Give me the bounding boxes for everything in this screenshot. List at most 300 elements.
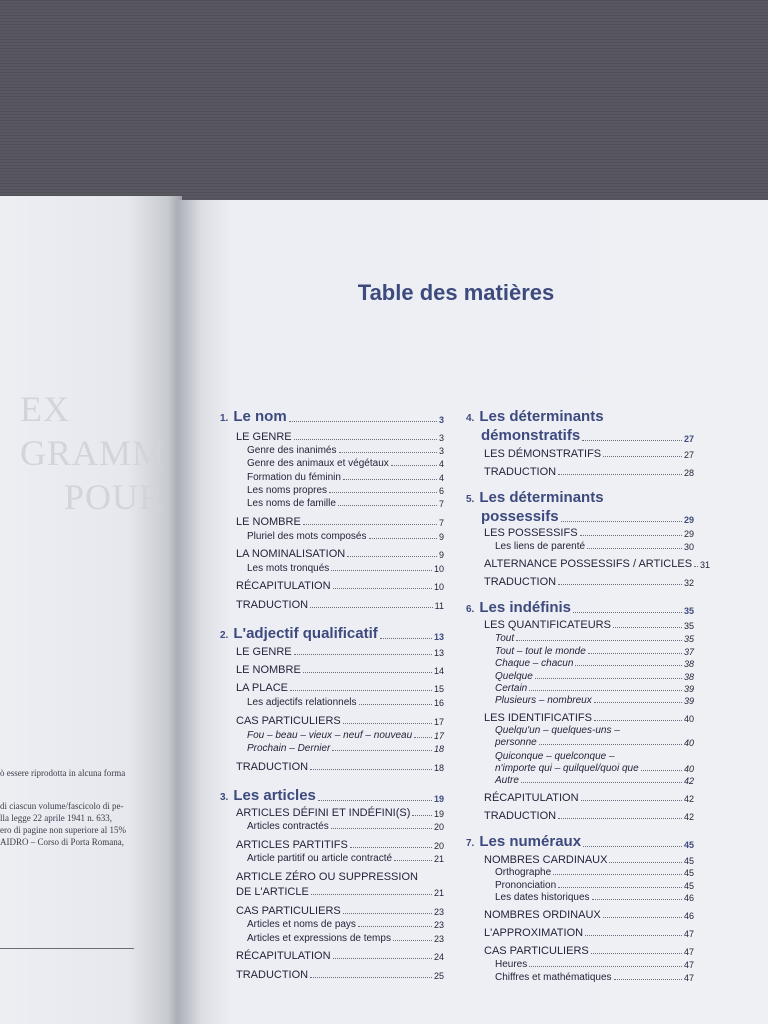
leader-dots <box>331 570 432 571</box>
page-number: 28 <box>683 468 694 478</box>
toc-section <box>236 760 444 773</box>
leader-dots <box>294 654 432 655</box>
leader-dots <box>694 566 698 567</box>
page-number: 19 <box>433 794 444 804</box>
toc-subsection <box>247 457 444 469</box>
toc-entry-label <box>495 775 519 786</box>
toc-section <box>484 809 694 822</box>
toc-entry-label <box>236 715 341 727</box>
toc-section <box>236 885 444 898</box>
page-number: 13 <box>433 648 444 658</box>
toc-entry-text: Orthographe <box>495 867 552 878</box>
toc-section <box>236 547 444 560</box>
toc-entry-label <box>495 737 537 748</box>
leader-dots <box>338 505 437 506</box>
chapter-number: 4. <box>466 413 475 424</box>
page-number: 31 <box>700 560 711 570</box>
toc-entry-text: DE L'ARTICLE <box>236 886 309 898</box>
toc-entry-label <box>236 950 331 962</box>
page-number: 3 <box>438 446 444 456</box>
toc-subsection <box>495 694 694 706</box>
toc-entry-label <box>247 821 329 832</box>
toc-entry-label <box>484 448 601 460</box>
toc-entry-label <box>495 695 592 706</box>
chapter-number: 5. <box>466 494 475 505</box>
left-note-line: ò essere riprodotta in alcuna forma <box>0 768 126 778</box>
toc-chapter <box>466 486 694 506</box>
leader-dots <box>594 720 682 721</box>
leader-dots <box>529 966 682 967</box>
toc-entry-text: Les déterminants <box>479 489 604 506</box>
leader-dots <box>333 958 432 959</box>
toc-entry-text: ALTERNANCE POSSESSIFS / ARTICLES <box>484 558 693 570</box>
leader-dots <box>310 769 432 770</box>
toc-entry-label <box>484 576 556 588</box>
leader-dots <box>553 874 682 875</box>
toc-entry-text: RÉCAPITULATION <box>236 950 331 962</box>
leader-dots <box>303 672 432 673</box>
toc-entry-text: ARTICLE ZÉRO OU SUPPRESSION <box>236 871 418 883</box>
toc-subsection <box>495 879 694 891</box>
toc-entry-label <box>247 445 337 456</box>
toc-section <box>484 526 694 539</box>
leader-dots <box>613 627 682 628</box>
toc-entry-label <box>495 867 551 878</box>
toc-section <box>484 575 694 588</box>
toc-subsection <box>495 774 694 786</box>
toc-entry-label <box>220 408 287 425</box>
toc-section <box>484 711 694 724</box>
toc-entry-label <box>484 558 692 570</box>
left-ghost-line: GRAMM <box>20 433 166 473</box>
page-number: 4 <box>438 459 444 469</box>
toc-entry-text: personne <box>495 737 537 748</box>
left-note-line: di ciascun volume/fascicolo di pe- <box>0 801 124 811</box>
leader-dots <box>535 678 682 679</box>
toc-entry-text: LE GENRE <box>236 646 292 658</box>
toc-entry-label <box>220 625 378 642</box>
leader-dots <box>516 640 682 641</box>
toc-entry-text: Genre des animaux et végétaux <box>247 458 389 469</box>
toc-entry-text: LES DÉMONSTRATIFS <box>484 448 602 460</box>
left-page-rule <box>0 948 134 949</box>
leader-dots <box>529 690 682 691</box>
toc-subsection <box>247 484 444 496</box>
page-number: 37 <box>683 647 694 657</box>
toc-entry-text: NOMBRES ORDINAUX <box>484 909 601 921</box>
left-page <box>0 196 182 1024</box>
toc-entry-text: CAS PARTICULIERS <box>236 905 341 917</box>
page-number: 47 <box>683 947 694 957</box>
toc-entry-text: RÉCAPITULATION <box>484 792 579 804</box>
toc-entry-label <box>236 516 301 528</box>
toc-entry-label <box>236 969 308 981</box>
toc-section <box>236 515 444 528</box>
toc-subsection <box>247 471 444 483</box>
toc-entry-label <box>247 730 412 741</box>
toc-entry-label <box>466 599 571 616</box>
toc-entry-label <box>484 466 556 478</box>
toc-entry-text: possessifs <box>481 508 559 525</box>
page-number: 40 <box>683 764 694 774</box>
leader-dots <box>414 737 432 738</box>
page-number: 32 <box>683 578 694 588</box>
toc-entry-label <box>495 959 527 970</box>
toc-subsection <box>247 497 444 509</box>
page-number: 39 <box>683 696 694 706</box>
toc-entry-label <box>495 646 586 657</box>
leader-dots <box>558 584 682 585</box>
toc-entry-text: Les liens de parenté <box>495 541 586 552</box>
leader-dots <box>350 847 432 848</box>
toc-entry-label <box>220 787 316 804</box>
toc-entry-text: Formation du féminin <box>247 472 341 483</box>
toc-entry-text: Articles contractés <box>247 821 329 832</box>
leader-dots <box>343 913 432 914</box>
page-number: 23 <box>433 907 444 917</box>
page-title: Table des matières <box>357 280 555 305</box>
page-number: 21 <box>433 888 444 898</box>
leader-dots <box>592 899 682 900</box>
leader-dots <box>394 860 432 861</box>
toc-entry-label <box>495 633 514 644</box>
toc-entry-text: Tout <box>495 633 515 644</box>
page-number: 16 <box>433 698 444 708</box>
toc-entry-label <box>484 619 611 631</box>
toc-entry-label <box>236 682 288 694</box>
toc-section <box>236 663 444 676</box>
toc-section <box>484 465 694 478</box>
toc-entry-text: Quelque <box>495 671 533 682</box>
page-number: 7 <box>438 518 444 528</box>
toc-entry-text: TRADUCTION <box>236 969 309 981</box>
page-number: 40 <box>683 714 694 724</box>
leader-dots <box>290 690 432 691</box>
toc-section <box>484 791 694 804</box>
toc-entry-text: Prononciation <box>495 880 557 891</box>
toc-subsection <box>247 444 444 456</box>
toc-entry-label <box>484 792 579 804</box>
toc-entry-text: Articles et noms de pays <box>247 919 356 930</box>
toc-entry-label <box>247 697 357 708</box>
chapter-number: 3. <box>220 792 229 803</box>
toc-entry-label <box>236 761 308 773</box>
leader-dots <box>303 524 437 525</box>
toc-entry-text: Les numéraux <box>479 833 582 850</box>
leader-dots <box>521 782 682 783</box>
leader-dots <box>558 887 682 888</box>
toc-entry-label <box>236 664 301 676</box>
leader-dots <box>333 588 432 589</box>
leader-dots <box>412 815 432 816</box>
toc-entry-text: TRADUCTION <box>236 761 309 773</box>
toc-subsection <box>495 750 694 762</box>
toc-subsection <box>247 742 444 754</box>
toc-entry-label <box>236 646 292 658</box>
leader-dots <box>359 704 432 705</box>
page-number: 45 <box>683 881 694 891</box>
toc-entry-label <box>495 683 527 694</box>
toc-entry-text: démonstratifs <box>481 427 581 444</box>
toc-entry-text: Articles et expressions de temps <box>247 933 391 944</box>
toc-section <box>236 838 444 851</box>
leader-dots <box>573 612 682 613</box>
toc-entry-text: Chiffres et mathématiques <box>495 972 612 983</box>
toc-entry-text: LE GENRE <box>236 431 292 443</box>
toc-section <box>236 714 444 727</box>
toc-entry-label <box>247 458 389 469</box>
toc-entry-text: Tout – tout le monde <box>495 646 586 657</box>
leader-dots <box>329 492 437 493</box>
leader-dots <box>539 744 682 745</box>
toc-entry-label <box>247 531 367 542</box>
toc-entry-label <box>495 658 573 669</box>
toc-entry-label <box>466 408 604 425</box>
page-number: 14 <box>433 666 444 676</box>
toc-entry-text: ARTICLES DÉFINI ET INDÉFINI(S) <box>236 807 411 819</box>
toc-entry-label <box>236 580 331 592</box>
page-number: 35 <box>683 606 694 616</box>
leader-dots <box>289 421 437 422</box>
page-number: 19 <box>433 809 444 819</box>
leader-dots <box>591 953 682 954</box>
page-number: 42 <box>683 776 694 786</box>
toc-section <box>236 430 444 443</box>
toc-entry-label <box>247 919 356 930</box>
toc-entry-label <box>466 489 604 506</box>
toc-subsection <box>247 696 444 708</box>
page-number: 35 <box>683 634 694 644</box>
leader-dots <box>358 926 432 927</box>
page-number: 45 <box>683 840 694 850</box>
toc-entry-text: Chaque – chacun <box>495 658 574 669</box>
toc-section <box>484 944 694 957</box>
toc-entry-label <box>247 563 329 574</box>
toc-entry-label <box>495 880 556 891</box>
toc-subsection <box>495 645 694 657</box>
toc-entry-label <box>247 933 391 944</box>
toc-entry-label <box>247 485 327 496</box>
leader-dots <box>609 862 682 863</box>
toc-subsection <box>495 736 694 748</box>
page-number: 38 <box>683 672 694 682</box>
toc-subsection <box>247 918 444 930</box>
toc-entry-text: Fou – beau – vieux – neuf – nouveau <box>247 730 413 741</box>
toc-entry-label <box>247 743 330 754</box>
toc-entry-text: Prochain – Dernier <box>247 743 331 754</box>
toc-entry-label <box>247 498 336 509</box>
toc-entry-text: n'importe qui – quilquel/quoi que <box>495 763 639 774</box>
toc-entry-label <box>484 927 583 939</box>
toc-section <box>236 806 444 819</box>
toc-entry-label <box>495 972 612 983</box>
leader-dots <box>575 665 682 666</box>
leader-dots <box>347 556 437 557</box>
toc-entry-label <box>236 886 309 898</box>
toc-entry-label <box>495 541 585 552</box>
toc-section <box>236 579 444 592</box>
toc-subsection <box>495 724 694 736</box>
page-number: 9 <box>438 550 444 560</box>
toc-section <box>484 908 694 921</box>
page-number: 38 <box>683 659 694 669</box>
page-number: 4 <box>438 473 444 483</box>
toc-entry-label <box>236 599 308 611</box>
toc-entry-label <box>236 871 418 883</box>
toc-entry-label <box>495 892 590 903</box>
page-number: 47 <box>683 973 694 983</box>
page-number: 6 <box>438 486 444 496</box>
leader-dots <box>561 521 682 522</box>
toc-entry-label <box>484 527 578 539</box>
toc-subsection <box>495 540 694 552</box>
chapter-number: 1. <box>220 413 229 424</box>
toc-entry-text: L'APPROXIMATION <box>484 927 584 939</box>
toc-entry-label <box>495 763 639 774</box>
toc-entry-text: L'adjectif qualificatif <box>233 625 378 642</box>
toc-entry-text: RÉCAPITULATION <box>236 580 331 592</box>
left-note-line: ero di pagine non superiore al 15% <box>0 825 126 835</box>
page-number: 35 <box>683 621 694 631</box>
page-number: 30 <box>683 542 694 552</box>
leader-dots <box>641 770 682 771</box>
left-ghost-line: EX <box>20 389 70 429</box>
page-number: 29 <box>683 515 694 525</box>
toc-entry-text: LES POSSESSIFS <box>484 527 578 539</box>
toc-entry-label <box>481 508 559 525</box>
toc-entry-text: NOMBRES CARDINAUX <box>484 854 608 866</box>
toc-entry-label <box>236 839 348 851</box>
toc-chapter <box>220 622 444 642</box>
toc-entry-label <box>236 431 292 443</box>
page-number: 29 <box>683 529 694 539</box>
toc-entry-text: Le nom <box>233 408 287 425</box>
toc-entry-text: Heures <box>495 959 528 970</box>
page-number: 3 <box>438 433 444 443</box>
leader-dots <box>343 723 432 724</box>
toc-entry-text: Pluriel des mots composés <box>247 531 367 542</box>
toc-entry-text: Les mots tronqués <box>247 563 330 574</box>
toc-chapter <box>466 830 694 850</box>
toc-chapter <box>466 596 694 616</box>
leader-dots <box>310 607 433 608</box>
toc-subsection <box>247 530 444 542</box>
leader-dots <box>582 440 682 441</box>
page-number: 10 <box>433 564 444 574</box>
toc-entry-text: LE NOMBRE <box>236 516 301 528</box>
leader-dots <box>311 894 432 895</box>
leader-dots <box>558 818 682 819</box>
toc-entry-text: TRADUCTION <box>484 576 557 588</box>
page-number: 39 <box>683 684 694 694</box>
toc-entry-text: LES IDENTIFICATIFS <box>484 712 592 724</box>
toc-section <box>484 853 694 866</box>
toc-subsection <box>495 971 694 983</box>
toc-entry-text: Les déterminants <box>479 408 604 425</box>
page-number: 9 <box>438 532 444 542</box>
leader-dots <box>585 935 682 936</box>
toc-entry-text: Les dates historiques <box>495 892 590 903</box>
page-number: 11 <box>434 601 444 611</box>
toc-subsection <box>247 820 444 832</box>
page-number: 45 <box>683 868 694 878</box>
leader-dots <box>318 800 432 801</box>
leader-dots <box>583 846 682 847</box>
page-number: 17 <box>433 717 444 727</box>
toc-entry-label <box>484 909 601 921</box>
toc-entry-label <box>484 810 556 822</box>
leader-dots <box>558 474 682 475</box>
toc-entry-text: LE NOMBRE <box>236 664 301 676</box>
left-note-line: AIDRO – Corso di Porta Romana, <box>0 837 124 847</box>
leader-dots <box>332 750 432 751</box>
toc-entry-text: Certain <box>495 683 528 694</box>
toc-entry-text: Les noms propres <box>247 485 328 496</box>
toc-subsection <box>495 866 694 878</box>
leader-dots <box>580 535 682 536</box>
toc-entry-label <box>466 833 581 850</box>
toc-section <box>236 645 444 658</box>
page-number: 40 <box>683 738 694 748</box>
toc-entry-label <box>236 548 345 560</box>
page-number: 21 <box>433 854 444 864</box>
page-number: 27 <box>683 434 694 444</box>
page-number: 47 <box>683 960 694 970</box>
toc-section <box>236 904 444 917</box>
toc-subsection <box>247 932 444 944</box>
toc-section <box>236 870 444 883</box>
toc-entry-text: TRADUCTION <box>484 466 557 478</box>
toc-subsection <box>495 762 694 774</box>
page-number: 17 <box>433 731 444 741</box>
leader-dots <box>369 538 437 539</box>
leader-dots <box>294 439 437 440</box>
toc-subsection <box>247 729 444 741</box>
toc-entry-label <box>484 854 607 866</box>
page-number: 3 <box>438 415 444 425</box>
toc-entry-text: Les noms de famille <box>247 498 336 509</box>
toc-entry-label <box>495 751 615 762</box>
toc-subsection <box>495 682 694 694</box>
page-number: 46 <box>683 893 694 903</box>
page-number: 24 <box>433 952 444 962</box>
page-number: 18 <box>433 763 444 773</box>
toc-entry-text: LA PLACE <box>236 682 288 694</box>
leader-dots <box>587 548 682 549</box>
toc-entry-label <box>247 472 341 483</box>
leader-dots <box>339 452 437 453</box>
toc-entry-text: Les articles <box>233 787 316 804</box>
toc-subsection <box>495 891 694 903</box>
page-number: 42 <box>683 812 694 822</box>
leader-dots <box>603 917 682 918</box>
page-number: 20 <box>433 822 444 832</box>
toc-entry-text: Les indéfinis <box>479 599 572 616</box>
toc-chapter <box>481 424 694 444</box>
toc-subsection <box>495 632 694 644</box>
toc-entry-label <box>484 945 589 957</box>
toc-entry-label <box>247 853 392 864</box>
toc-entry-text: Genre des inanimés <box>247 445 337 456</box>
toc-entry-text: TRADUCTION <box>236 599 309 611</box>
page-number: 42 <box>683 794 694 804</box>
leader-dots <box>393 940 432 941</box>
page-number: 47 <box>683 929 694 939</box>
leader-dots <box>581 800 682 801</box>
page-number: 7 <box>438 499 444 509</box>
toc-subsection <box>495 670 694 682</box>
leader-dots <box>310 977 432 978</box>
